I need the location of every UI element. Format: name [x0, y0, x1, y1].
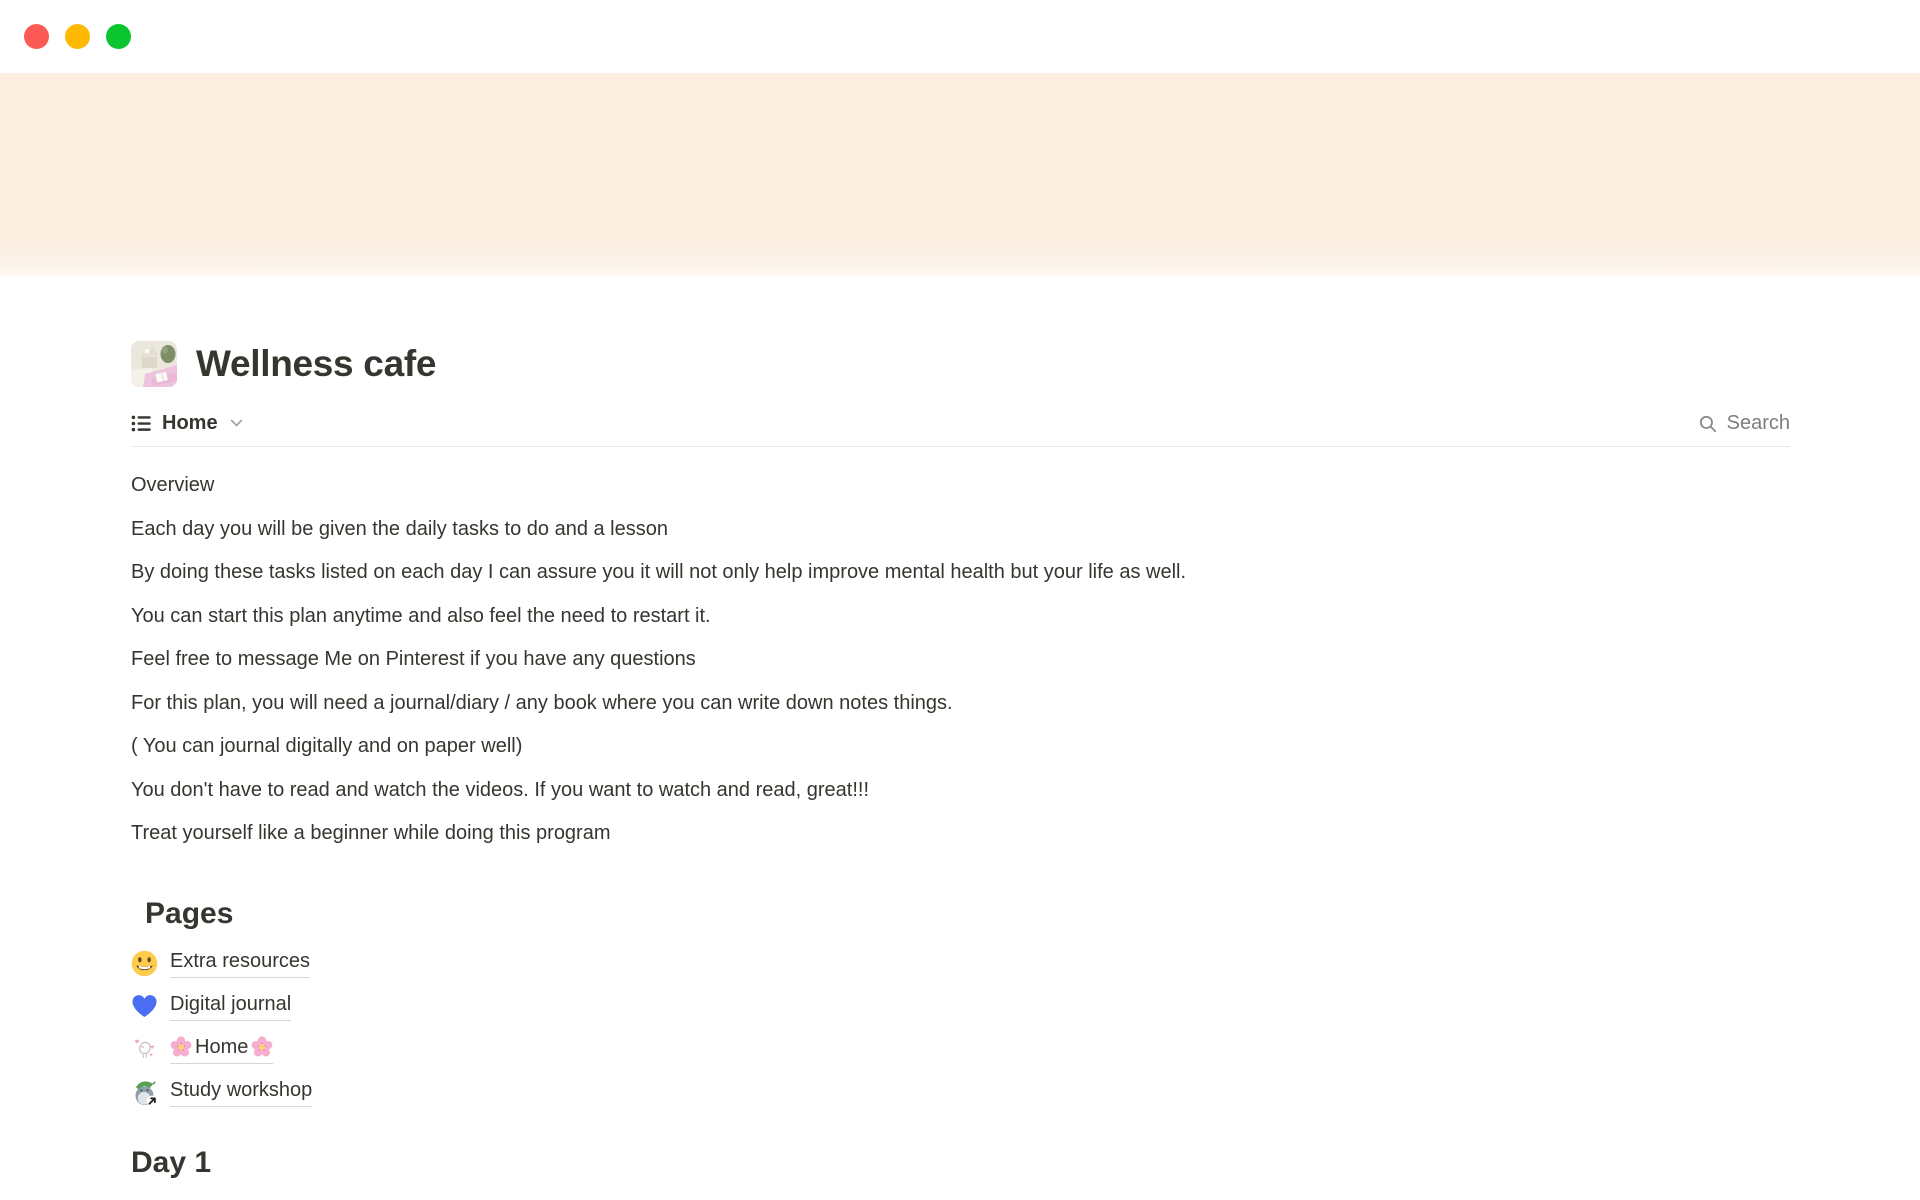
page-title: Wellness cafe — [196, 343, 437, 384]
page-content — [0, 341, 1920, 1181]
paragraph-block: ( You can journal digitally and on paper well) — [131, 735, 523, 757]
traffic-lights — [24, 24, 131, 49]
chevron-down-icon — [230, 419, 243, 428]
page-nav-row — [131, 412, 1790, 447]
text-blocks — [131, 447, 1790, 849]
tab-home[interactable] — [131, 412, 243, 435]
pages-heading: Pages — [145, 896, 234, 930]
paragraph-block: By doing these tasks listed on each day I can assure you it will not only help improve mental health but your life as well. — [131, 561, 1187, 583]
paragraph-block: You don't have to read and watch the videos. If you want to watch and read, great!!! — [131, 778, 870, 801]
title-row — [131, 341, 1790, 387]
page-link-label: Home — [170, 1035, 273, 1064]
page-link-extra-resources[interactable] — [131, 942, 1790, 985]
paragraph-block: Feel free to message Me on Pinterest if you have any questions — [131, 648, 696, 670]
cherry-blossom-emoji-icon — [170, 1036, 192, 1058]
cherry-blossom-emoji-icon — [251, 1036, 273, 1058]
window-titlebar — [0, 0, 1920, 73]
blue-heart-emoji-icon — [131, 993, 158, 1020]
grinning-face-emoji-icon — [131, 950, 158, 977]
page-link-list — [131, 942, 1790, 1114]
day-1-heading: Day 1 — [131, 1145, 212, 1179]
page-link-study-workshop[interactable] — [131, 1071, 1790, 1114]
page-link-label: Extra resources — [170, 949, 310, 978]
bulleted-list-icon — [131, 413, 152, 434]
search-label: Search — [1726, 412, 1790, 434]
search-icon — [1698, 414, 1718, 434]
fullscreen-traffic-light[interactable] — [106, 24, 131, 49]
paragraph-block: Each day you will be given the daily tasks to do and a lesson — [131, 517, 668, 540]
search-button[interactable] — [1698, 412, 1790, 435]
page-link-home[interactable] — [131, 1028, 1790, 1071]
page-link-digital-journal[interactable] — [131, 985, 1790, 1028]
page-link-label: Study workshop — [170, 1078, 312, 1107]
heart-doodle-sticker-icon — [131, 1036, 158, 1063]
page-cover[interactable] — [0, 73, 1920, 277]
page-photo-icon[interactable] — [131, 341, 177, 387]
minimize-traffic-light[interactable] — [65, 24, 90, 49]
close-traffic-light[interactable] — [24, 24, 49, 49]
paragraph-block: For this plan, you will need a journal/diary / any book where you can write down notes things. — [131, 691, 953, 714]
paragraph-block: You can start this plan anytime and also feel the need to restart it. — [131, 604, 711, 627]
paragraph-block: Treat yourself like a beginner while doing this program — [131, 822, 611, 844]
totoro-link-sticker-icon — [131, 1079, 158, 1106]
paragraph-block: Overview — [131, 474, 215, 496]
tab-home-label: Home — [162, 412, 218, 434]
page-link-label: Digital journal — [170, 992, 291, 1021]
